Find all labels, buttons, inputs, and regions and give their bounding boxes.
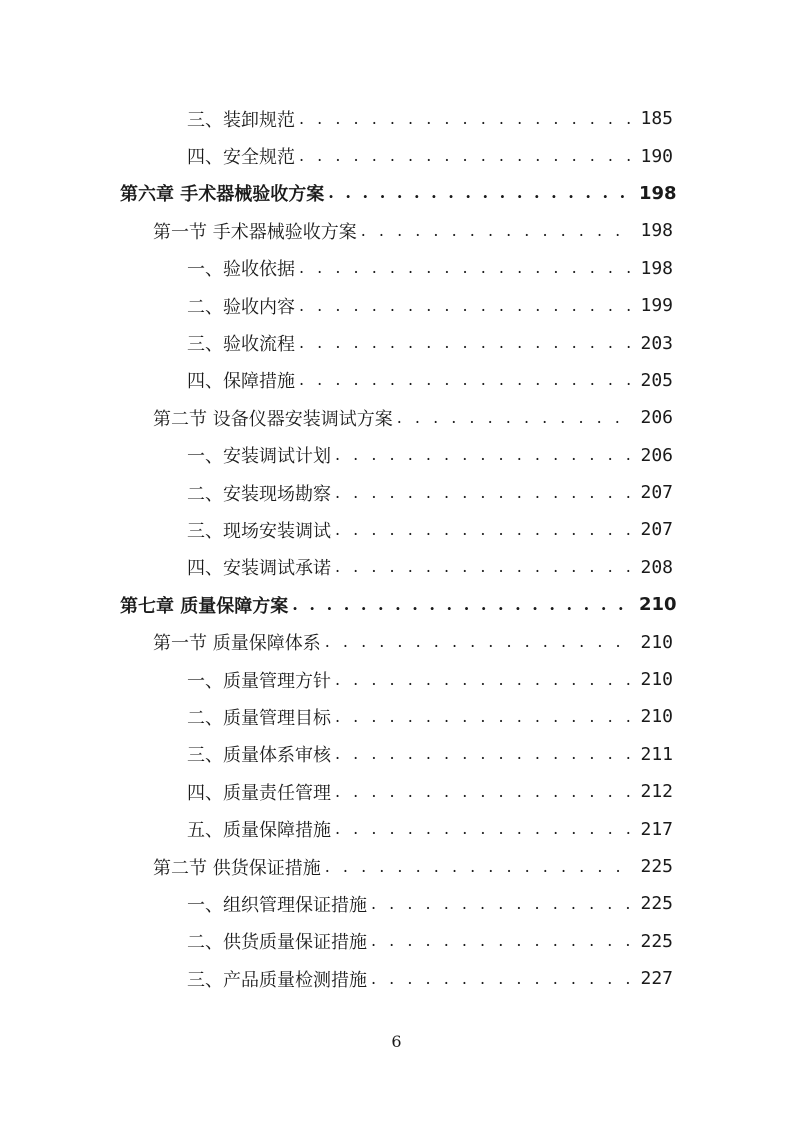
toc-entry-page-number: 198 xyxy=(640,220,673,242)
toc-entry-title: 四、安装调试承诺 xyxy=(187,558,331,580)
toc-entry-title: 三、产品质量检测措施 xyxy=(187,969,367,991)
dot-leader xyxy=(335,709,631,725)
toc-entry-item[interactable] xyxy=(0,773,793,810)
dot-leader xyxy=(335,559,631,575)
dot-leader xyxy=(335,821,631,837)
toc-entry-page-number: 198 xyxy=(639,182,677,204)
toc-entry-section[interactable] xyxy=(0,212,793,249)
toc-entry-title: 第一节 手术器械验收方案 xyxy=(153,221,357,243)
toc-entry-page-number: 225 xyxy=(640,893,673,915)
toc-entry-item[interactable] xyxy=(0,885,793,922)
dot-leader xyxy=(325,859,631,875)
toc-entry-title: 二、供货质量保证措施 xyxy=(187,932,367,954)
toc-entry-title: 四、安全规范 xyxy=(187,147,295,169)
toc-entry-page-number: 208 xyxy=(640,556,673,578)
toc-entry-item[interactable] xyxy=(0,960,793,997)
toc-entry-item[interactable] xyxy=(0,736,793,773)
toc-entry-page-number: 185 xyxy=(640,108,673,130)
toc-entry-page-number: 190 xyxy=(640,145,673,167)
toc-entry-title: 三、装卸规范 xyxy=(187,109,295,131)
toc-entry-page-number: 210 xyxy=(640,706,673,728)
toc-entry-item[interactable] xyxy=(0,437,793,474)
toc-entry-title: 三、现场安装调试 xyxy=(187,520,331,542)
dot-leader xyxy=(335,447,631,463)
toc-entry-page-number: 217 xyxy=(640,818,673,840)
toc-entry-item[interactable] xyxy=(0,511,793,548)
toc-entry-page-number: 227 xyxy=(640,968,673,990)
toc-entry-title: 第六章 手术器械验收方案 xyxy=(120,184,325,206)
dot-leader xyxy=(361,223,631,239)
toc-entry-page-number: 206 xyxy=(640,444,673,466)
toc-entry-page-number: 210 xyxy=(640,631,673,653)
dot-leader xyxy=(335,522,631,538)
toc-entry-title: 一、组织管理保证措施 xyxy=(187,894,367,916)
toc-entry-title: 三、质量体系审核 xyxy=(187,745,331,767)
dot-leader xyxy=(371,896,631,912)
toc-entry-title: 二、质量管理目标 xyxy=(187,707,331,729)
dot-leader xyxy=(328,185,631,201)
footer-page-number: 6 xyxy=(391,1032,402,1051)
toc-entry-title: 四、质量责任管理 xyxy=(187,782,331,804)
toc-entry-item[interactable] xyxy=(0,810,793,847)
toc-entry-title: 第七章 质量保障方案 xyxy=(120,595,289,617)
dot-leader xyxy=(299,372,631,388)
toc-entry-item[interactable] xyxy=(0,362,793,399)
dot-leader xyxy=(397,410,631,426)
toc-entry-item[interactable] xyxy=(0,137,793,174)
dot-leader xyxy=(292,597,631,613)
dot-leader xyxy=(335,485,631,501)
toc-entry-page-number: 198 xyxy=(640,257,673,279)
toc-entry-page-number: 203 xyxy=(640,332,673,354)
toc-entry-page-number: 212 xyxy=(640,781,673,803)
toc-entry-title: 二、安装现场勘察 xyxy=(187,483,331,505)
dot-leader xyxy=(299,148,631,164)
toc-entry-item[interactable] xyxy=(0,474,793,511)
toc-entry-section[interactable] xyxy=(0,848,793,885)
toc-entry-page-number: 199 xyxy=(640,295,673,317)
toc-entry-title: 第一节 质量保障体系 xyxy=(153,633,321,655)
dot-leader xyxy=(299,298,631,314)
toc-entry-section[interactable] xyxy=(0,623,793,660)
toc-entry-item[interactable] xyxy=(0,661,793,698)
dot-leader xyxy=(371,933,631,949)
dot-leader xyxy=(325,634,631,650)
toc-entry-item[interactable] xyxy=(0,287,793,324)
toc-entry-page-number: 205 xyxy=(640,369,673,391)
toc-entry-title: 第二节 设备仪器安装调试方案 xyxy=(153,408,393,430)
toc-entry-title: 三、验收流程 xyxy=(187,334,295,356)
toc-entry-page-number: 210 xyxy=(639,594,677,616)
dot-leader xyxy=(335,784,631,800)
toc-entry-page-number: 206 xyxy=(640,407,673,429)
toc-entry-item[interactable] xyxy=(0,324,793,361)
dot-leader xyxy=(299,260,631,276)
toc-entry-title: 一、质量管理方针 xyxy=(187,670,331,692)
dot-leader xyxy=(335,746,631,762)
toc-entry-item[interactable] xyxy=(0,698,793,735)
dot-leader xyxy=(371,971,631,987)
toc-entry-title: 五、质量保障措施 xyxy=(187,820,331,842)
dot-leader xyxy=(335,672,631,688)
toc-entry-page-number: 225 xyxy=(640,930,673,952)
toc-entry-title: 四、保障措施 xyxy=(187,371,295,393)
toc-entry-page-number: 225 xyxy=(640,856,673,877)
toc-entry-item[interactable] xyxy=(0,250,793,287)
toc-entry-chapter[interactable] xyxy=(0,586,793,623)
table-of-contents xyxy=(0,100,793,997)
toc-entry-item[interactable] xyxy=(0,549,793,586)
toc-entry-title: 二、验收内容 xyxy=(187,296,295,318)
toc-entry-page-number: 207 xyxy=(640,482,673,504)
toc-entry-item[interactable] xyxy=(0,923,793,960)
dot-leader xyxy=(299,335,631,351)
toc-entry-title: 第二节 供货保证措施 xyxy=(153,857,321,879)
dot-leader xyxy=(299,111,631,127)
toc-entry-section[interactable] xyxy=(0,399,793,436)
toc-entry-title: 一、安装调试计划 xyxy=(187,446,331,468)
toc-entry-page-number: 210 xyxy=(640,669,673,691)
toc-entry-title: 一、验收依据 xyxy=(187,259,295,281)
toc-entry-item[interactable] xyxy=(0,100,793,137)
toc-entry-chapter[interactable] xyxy=(0,175,793,212)
toc-entry-page-number: 207 xyxy=(640,519,673,541)
toc-entry-page-number: 211 xyxy=(640,743,673,765)
